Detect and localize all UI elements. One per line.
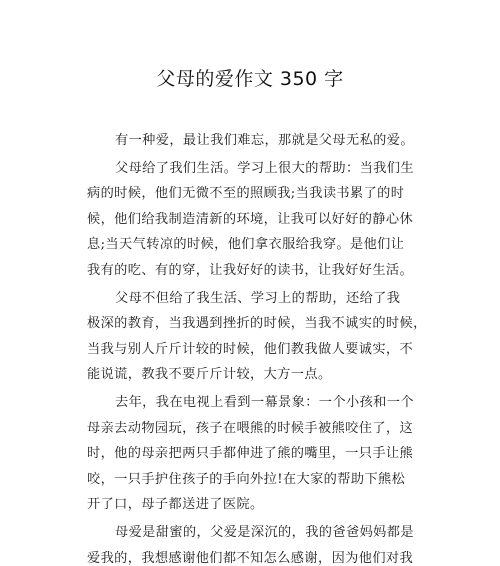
paragraph-2-line-5: 我有的吃、有的穿，让我好好的读书，让我好好生活。 xyxy=(87,262,414,278)
paragraph-1-line-1: 有一种爱，最让我们难忘，那就是父母无私的爱。 xyxy=(115,133,414,148)
paragraph-4-line-4: 咬，一只手护住孩子的手向外拉!在大家的帮助下熊松 xyxy=(87,471,406,487)
paragraph-4-line-5: 开了口，母子都送进了医院。 xyxy=(87,497,264,513)
paragraph-4-line-1: 去年，我在电视上看到一幕景象：一个小孩和一个 xyxy=(115,394,414,410)
paragraph-2-line-4: 息;当天气转凉的时候，他们拿衣服给我穿。是他们让 xyxy=(87,237,405,253)
paragraph-4-line-2: 母亲去动物园玩，孩子在喂熊的时候手被熊咬住了，这 xyxy=(87,420,414,436)
paragraph-2-line-3: 候，他们给我制造清新的环境，让我可以好好的静心休 xyxy=(87,211,414,227)
paragraph-5-line-2: 爱我的，我想感谢他们都不知怎么感谢，因为他们对我 xyxy=(87,550,414,566)
paragraph-2-line-1: 父母给了我们生活。学习上很大的帮助：当我们生 xyxy=(115,160,414,176)
paragraph-2-line-2: 病的时候，他们无微不至的照顾我;当我读书累了的时 xyxy=(87,186,405,202)
paragraph-3-line-2: 极深的教育，当我遇到挫折的时候，当我不诚实的时候， xyxy=(87,316,427,332)
document-body xyxy=(87,128,425,566)
paragraph-4-line-3: 时，他的母亲把两只手都伸进了熊的嘴里，一只手让熊 xyxy=(87,446,414,462)
document-title: 父母的爱作文 350 字 xyxy=(156,68,344,90)
paragraph-3-line-1: 父母不但给了我生活、学习上的帮助，还给了我 xyxy=(115,290,401,306)
paragraph-5-line-1: 母爱是甜蜜的，父爱是深沉的，我的爸爸妈妈都是 xyxy=(115,524,414,540)
paragraph-3-line-3: 当我与别人斤斤计较的时候，他们教我做人要诚实，不 xyxy=(87,341,414,357)
paragraph-3-line-4: 能说谎，教我不要斤斤计较，大方一点。 xyxy=(87,367,332,383)
